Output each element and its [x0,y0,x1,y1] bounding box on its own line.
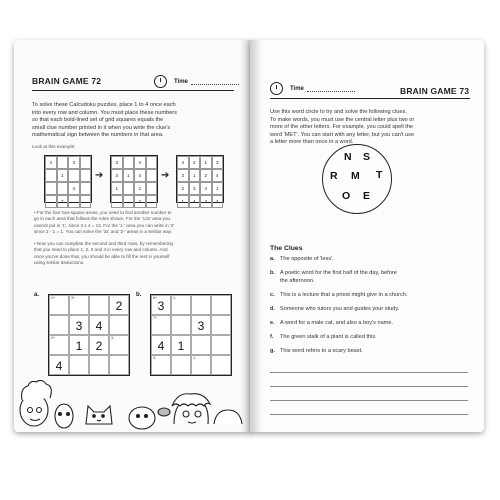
puzzle-cell[interactable] [191,335,211,355]
puzzle-cell[interactable] [171,355,191,375]
answer-line[interactable] [270,372,468,373]
puzzle-cell[interactable] [151,355,171,375]
puzzle-cell[interactable] [89,295,109,315]
example-cell [45,169,57,182]
puzzle-cell[interactable] [191,355,211,375]
example-cell [146,195,158,208]
cell-digit: 1 [75,339,83,353]
cage-clue: 2+ [51,336,55,340]
cell-digit: 2 [115,299,123,313]
example-cell: 3 [212,156,224,169]
puzzle-cell[interactable] [211,315,231,335]
puzzle-a-label: a. [34,292,40,298]
left-page-title: BRAIN GAME 72 [32,76,102,86]
open-book [14,40,484,432]
wheel-letter-s: S [363,151,371,163]
example-cell [123,195,135,208]
example-cell: 2 [134,182,146,195]
cell-digit: 4 [95,319,103,333]
puzzle-cell[interactable] [89,315,109,335]
example-cell: 4 [212,169,224,182]
puzzle-cell[interactable] [109,355,129,375]
example-cell [146,169,158,182]
puzzle-cell[interactable] [171,315,191,335]
cell-digit: 1 [177,339,185,353]
example-cell [68,169,80,182]
wheel-letter-n: N [344,151,352,163]
example-cell [45,182,57,195]
left-header-rule [32,90,234,91]
puzzle-cell[interactable] [171,295,191,315]
example-cell: 2 [177,182,189,195]
left-page [14,40,252,432]
cartoon-characters-illustration [14,380,252,432]
wheel-letter-e: E [363,190,371,202]
example-cell: 3 [200,195,212,208]
puzzle-cell[interactable] [69,335,89,355]
example-cell [80,169,92,182]
example-cell: 4 [200,182,212,195]
example-cell: 1 [177,195,189,208]
puzzle-b-grid[interactable] [150,294,232,376]
puzzle-cell[interactable] [89,335,109,355]
example-cell: 4 [134,169,146,182]
example-cell: 3 [68,156,80,169]
right-time-field[interactable]: Time [290,86,355,92]
cell-digit: 3 [157,299,165,313]
example-cell: 4 [177,156,189,169]
answer-line[interactable] [270,400,468,401]
cage-clue: 1+ [51,296,55,300]
example-grid-start [44,155,92,203]
puzzle-cell[interactable] [191,295,211,315]
example-cell: 1 [189,169,201,182]
example-cell: 4 [45,156,57,169]
cage-clue: 3+ [71,296,75,300]
puzzle-cell[interactable] [109,315,129,335]
example-cell [80,156,92,169]
cage-clue: 1- [173,296,177,300]
cell-digit: 4 [55,359,63,373]
clue-b: b. A poetic word for the first half of the day, before the afternoon. [270,270,397,284]
cage-clue: 7+ [153,316,157,320]
wheel-letter-t: T [376,169,383,181]
cell-digit: 3 [197,319,205,333]
example-cell [45,195,57,208]
example-grid-step [110,155,158,203]
cage-clue: 3- [153,356,157,360]
example-cell [111,195,123,208]
cage-clue: 1- [193,356,197,360]
answer-line[interactable] [270,414,468,415]
right-page [250,40,484,432]
example-cell: 1 [57,169,69,182]
clue-g: g. This word refers to a scary beast. [270,348,363,354]
puzzle-cell[interactable] [49,295,69,315]
clue-f: f. The green stalk of a plant is called this. [270,334,377,340]
puzzle-cell[interactable] [211,355,231,375]
bullet-one: • For the four two-square areas, you need to find another number to go in each area that follows the rules shown. For the '13x' area you cannot put in '1', since 3 x 4 = 12. For the '1-' area you can write in '2' since 2 - 1 = 1. You can solve the '3x' and '2-' areas in a similar way. [34,210,175,235]
left-intro: To solve these Calcudoku puzzles, place 1 to 4 once each into every row and column. You must place these numbers so that each bold-lined set of grid squares equals the small clue number printed in it when you write the clue's mathematical sign between the numbers in that area. [32,102,177,139]
example-cell: 2 [212,195,224,208]
example-cell: 2 [57,195,69,208]
example-cell: 1 [111,182,123,195]
example-cell: 3 [177,169,189,182]
arrow-icon: ➔ [95,170,104,181]
example-cell [80,182,92,195]
example-cell: 1 [123,169,135,182]
example-cell: 3 [111,156,123,169]
wheel-letter-o: O [342,190,351,202]
right-intro: Use this word circle to try and solve the following clues. To make words, you must use the central letter plus two or more of the other letters. For example, you could spell the word 'MET'. You can start with any letter, but you can't use a letter more than once in a word. [270,109,415,146]
puzzle-cell[interactable] [89,355,109,375]
puzzle-cell[interactable] [211,335,231,355]
arrow-icon: ➔ [161,170,170,181]
example-cell [68,195,80,208]
puzzle-cell[interactable] [49,355,69,375]
clue-d: d. Someone who tutors you and guides your study. [270,306,400,312]
puzzle-cell[interactable] [109,295,129,315]
cell-digit: 3 [75,319,83,333]
clue-e: e. A word for a male cat, and also a boy's name. [270,320,394,326]
puzzle-cell[interactable] [49,335,69,355]
stopwatch-icon [154,75,167,88]
example-cell: 2 [134,195,146,208]
right-page-title: BRAIN GAME 73 [400,86,470,96]
example-cell: 3 [111,169,123,182]
example-cell: 1 [200,156,212,169]
puzzle-cell[interactable] [151,315,171,335]
example-grid-solved [176,155,224,203]
example-cell: 1 [212,182,224,195]
cage-clue: 3- [111,336,115,340]
example-cell [123,182,135,195]
example-cell: 3 [189,182,201,195]
puzzle-b-label: b. [136,292,142,298]
example-cell [80,195,92,208]
cell-digit: 4 [157,339,165,353]
puzzle-a-grid[interactable] [48,294,130,376]
cage-clue: 6+ [153,296,157,300]
example-cell: 4 [189,195,201,208]
clues-heading: The Clues [270,245,303,252]
example-cell [146,182,158,195]
puzzle-cell[interactable] [49,315,69,335]
example-cell [57,156,69,169]
example-cell: 4 [134,156,146,169]
cell-digit: 2 [95,339,103,353]
puzzle-cell[interactable] [69,355,89,375]
stopwatch-icon [270,82,283,95]
puzzle-cell[interactable] [151,335,171,355]
wheel-letter-m-center: M [351,170,360,182]
puzzle-cell[interactable] [151,295,171,315]
example-cell: 2 [200,169,212,182]
puzzle-cell[interactable] [171,335,191,355]
puzzle-cell[interactable] [211,295,231,315]
puzzle-cell[interactable] [109,335,129,355]
wheel-letter-r: R [330,170,338,182]
example-cell: 4 [68,182,80,195]
example-cell: 2 [189,156,201,169]
clue-a: a. The opposite of 'less'. [270,256,334,262]
clue-c: c. This is a lecture that a priest might give in a church. [270,292,408,298]
right-header-rule [270,98,470,99]
answer-line[interactable] [270,386,468,387]
left-time-field[interactable]: Time [174,79,239,85]
example-cell [146,156,158,169]
bullet-two: • Now you can complete the second and third rows, by remembering that you need to place 1, 2, 3 and 4 in every row and column. And once you've done that, you should be able to fill the rest in yourself using similar deductions. [34,241,173,266]
puzzle-cell[interactable] [191,315,211,335]
puzzle-cell[interactable] [69,315,89,335]
example-label: Look at this example: [32,144,76,149]
example-cell [123,156,135,169]
example-cell [57,182,69,195]
puzzle-cell[interactable] [69,295,89,315]
